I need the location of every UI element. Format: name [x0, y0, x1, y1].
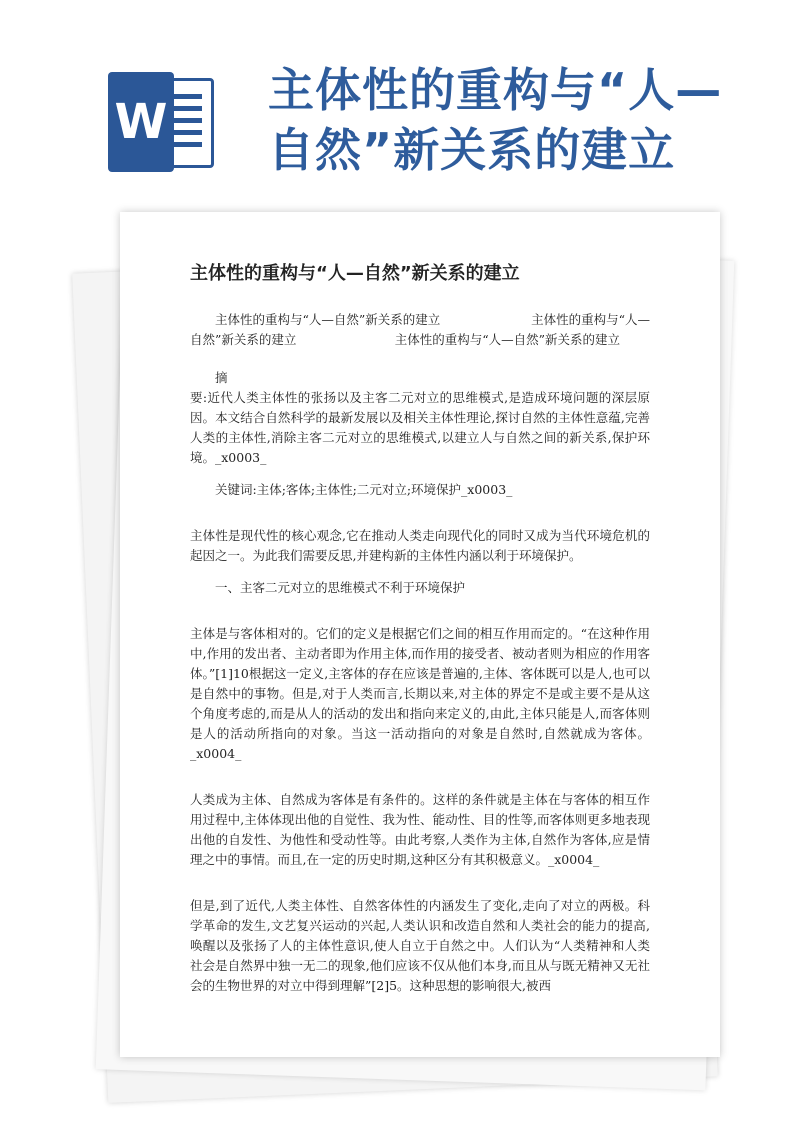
word-line-2	[170, 106, 202, 111]
document-content	[190, 264, 650, 996]
repeat-title-line	[190, 330, 650, 350]
paragraph: 主体是与客体相对的。它们的定义是根据它们之间的相互作用而定的。“在这种作用中,作用的发出者、主动者即为作用主体,而作用的接受者、被动者则为相应的作用客体。”[1]10根据这一定义,主客体的存在应该是普遍的,主体、客体既可以是人,也可以是自然中的事物。但是,对于人类而言,长期以来,对主体的界定不是或主要不是从这个角度考虑的,而是从人的活动的发出和指向来定义的,由此,主体只能是人,而客体则是人的活动所指向的对象。当这一活动指向的对象是自然时,自然就成为客体。_x0004_	[190, 626, 650, 761]
section-heading: 一、主客二元对立的思维模式不利于环境保护	[215, 580, 466, 595]
document-title: 主体性的重构与“人—自然”新关系的建立	[190, 263, 520, 284]
word-line-1	[170, 94, 202, 99]
word-line-4	[170, 130, 202, 135]
abstract-body: 要:近代人类主体性的张扬以及主客二元对立的思维模式,是造成环境问题的深层原因。本文结合自然科学的最新发展以及相关主体性理论,探讨自然的主体性意蕴,完善人类的主体性,消除主客二元对立的思维模式,以建立人与自然之间的新关系,保护环境。_x0003_	[190, 390, 650, 465]
word-document-icon	[108, 72, 220, 172]
repeat-title-text: 主体性的重构与“人—自然”新关系的建立	[394, 332, 620, 347]
word-line-3	[170, 118, 202, 123]
paragraph: 但是,到了近代,人类主体性、自然客体性的内涵发生了变化,走向了对立的两极。科学革命的发生,文艺复兴运动的兴起,人类认识和改造自然和人类社会的能力的提高,唤醒以及张扬了人的主体性意识,使人自立于自然之中。人们认为“人类精神和人类社会是自然界中独一无二的现象,他们应该不仅从他们本身,而且从与既无精神又无社会的生物世界的对立中得到理解”[2]5。这种思想的影响很大,被西	[190, 898, 650, 993]
keywords: 关键词:主体;客体;主体性;二元对立;环境保护_x0003_	[215, 482, 513, 497]
paragraph: 主体性是现代性的核心观念,它在推动人类走向现代化的同时又成为当代环境危机的起因之一。为此我们需要反思,并建构新的主体性内涵以利于环境保护。	[190, 528, 650, 563]
banner	[0, 0, 800, 200]
repeat-title-line	[190, 310, 650, 330]
repeat-title-text: 主体性的重构与“人—自然”新关系的建立	[215, 312, 441, 327]
banner-title: 主体性的重构与“人—自然”新关系的建立	[268, 63, 723, 177]
paper-stack	[90, 230, 730, 1100]
paragraph: 人类成为主体、自然成为客体是有条件的。这样的条件就是主体在与客体的相互作用过程中,主体体现出他的自觉性、我为性、能动性、目的性等,而客体则更多地表现出他的自发性、为他性和受动性等。由此考察,人类作为主体,自然作为客体,应是情理之中的事情。而且,在一定的历史时期,这种区分有其积极意义。_x0004_	[190, 792, 650, 867]
abstract-heading: 摘	[215, 370, 228, 385]
repeat-title-text: 自然”新关系的建立	[190, 332, 297, 347]
word-line-5	[170, 142, 202, 147]
repeat-title-text: 主体性的重构与“人—	[531, 312, 650, 327]
word-logo-letter: W	[108, 72, 174, 172]
document-page	[120, 212, 720, 1057]
